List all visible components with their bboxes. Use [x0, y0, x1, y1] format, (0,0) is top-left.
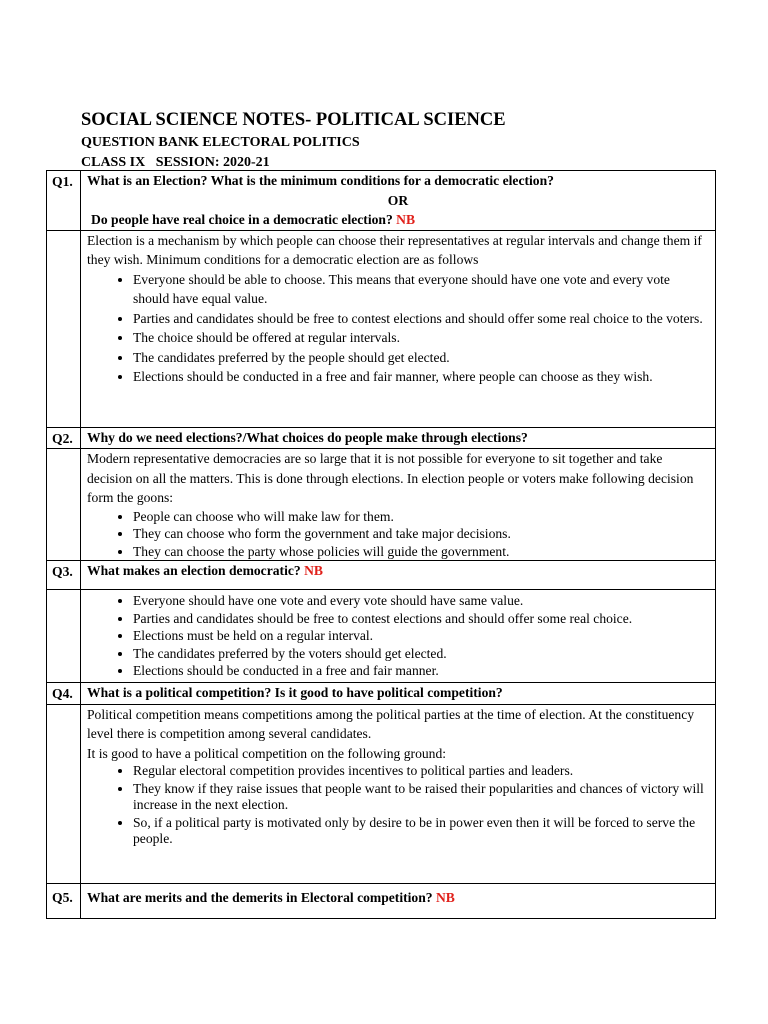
document-header — [81, 107, 506, 173]
question-text: What makes an election democratic? — [87, 563, 301, 578]
page-title: SOCIAL SCIENCE NOTES- POLITICAL SCIENCE — [81, 110, 506, 130]
table-row — [47, 683, 716, 705]
answer-cell — [81, 230, 716, 427]
question-alt-text: Do people have real choice in a democratic election? — [91, 212, 393, 227]
nb-badge: NB — [304, 563, 323, 578]
table-row — [47, 171, 716, 231]
list-item: • Elections must be held on a regular interval. — [133, 627, 709, 645]
list-item: • They can choose the party whose policies will guide the government. — [133, 543, 709, 561]
answer-cell — [81, 704, 716, 883]
list-item: • Everyone should have one vote and every vote should have same value. — [133, 592, 709, 610]
list-item: • Everyone should be able to choose. This means that everyone should have one vote and every vote should have equal value. — [133, 270, 709, 309]
table-row — [47, 590, 716, 683]
question-number: Q2. — [47, 427, 81, 449]
list-item: • The choice should be offered at regular intervals. — [133, 328, 709, 348]
table-row — [47, 230, 716, 427]
table-row — [47, 704, 716, 883]
list-item: • Parties and candidates should be free to contest elections and should offer some real choice. — [133, 610, 709, 628]
list-item: • The candidates preferred by the voters should get elected. — [133, 645, 709, 663]
question-cell — [81, 561, 716, 590]
answer-intro: Modern representative democracies are so large that it is not possible for everyone to sit together and take decision on all the matters. This is done through elections. In election people or voters make following decision form the goons: — [87, 451, 694, 505]
answer-cell — [81, 590, 716, 683]
or-separator: OR — [387, 192, 409, 208]
nb-badge: NB — [396, 212, 416, 227]
page-subtitle: QUESTION BANK ELECTORAL POLITICS — [81, 135, 360, 150]
list-item: • Parties and candidates should be free to contest elections and should offer some real choice to the voters. — [133, 309, 709, 329]
table-row — [47, 427, 716, 449]
question-bank-table — [46, 170, 716, 919]
nb-badge: NB — [435, 889, 455, 905]
question-number: Q5. — [47, 883, 81, 918]
answer-list — [87, 592, 709, 680]
question-number: Q3. — [47, 561, 81, 590]
table-row — [47, 561, 716, 590]
answer-intro: Political competition means competitions among the political parties at the time of election. At the constituency level there is competition among several candidates. — [87, 706, 695, 741]
question-text: What is an Election? What is the minimum conditions for a democratic election? — [87, 173, 554, 188]
list-item: • The candidates preferred by the people should get elected. — [133, 348, 709, 368]
list-item: • People can choose who will make law for them. — [133, 508, 709, 526]
class-session: CLASS IX SESSION: 2020-21 — [81, 155, 270, 170]
list-item: • They know if they raise issues that people want to be raised their popularities and chances of victory will increase in the next election. — [133, 781, 709, 813]
answer-cell — [81, 449, 716, 561]
list-item: • Regular electoral competition provides incentives to political parties and leaders. — [133, 763, 709, 779]
question-text: What is a political competition? Is it good to have political competition? — [81, 683, 716, 705]
question-text: What are merits and the demerits in Electoral competition? — [87, 889, 433, 905]
answer-list — [87, 270, 709, 387]
question-text: Why do we need elections?/What choices do people make through elections? — [81, 427, 716, 449]
table-row — [47, 883, 716, 918]
list-item: • Elections should be conducted in a free and fair manner. — [133, 662, 709, 680]
question-cell — [81, 883, 716, 918]
list-item: • So, if a political party is motivated only by desire to be in power even then it will be forced to serve the people. — [133, 815, 709, 847]
answer-intro: Election is a mechanism by which people can choose their representatives at regular intervals and change them if they wish. Minimum conditions for a democratic election are as follows — [87, 232, 702, 267]
answer-list — [87, 763, 709, 847]
answer-second: It is good to have a political competition on the following ground: — [87, 745, 447, 761]
question-number: Q4. — [47, 683, 81, 705]
list-item: • Elections should be conducted in a free and fair manner, where people can choose as they wish. — [133, 367, 709, 387]
table-row — [47, 449, 716, 561]
question-cell — [81, 171, 716, 231]
list-item: • They can choose who form the government and take major decisions. — [133, 525, 709, 543]
question-alt — [87, 210, 709, 230]
answer-list — [87, 508, 709, 561]
question-number: Q1. — [47, 171, 81, 231]
